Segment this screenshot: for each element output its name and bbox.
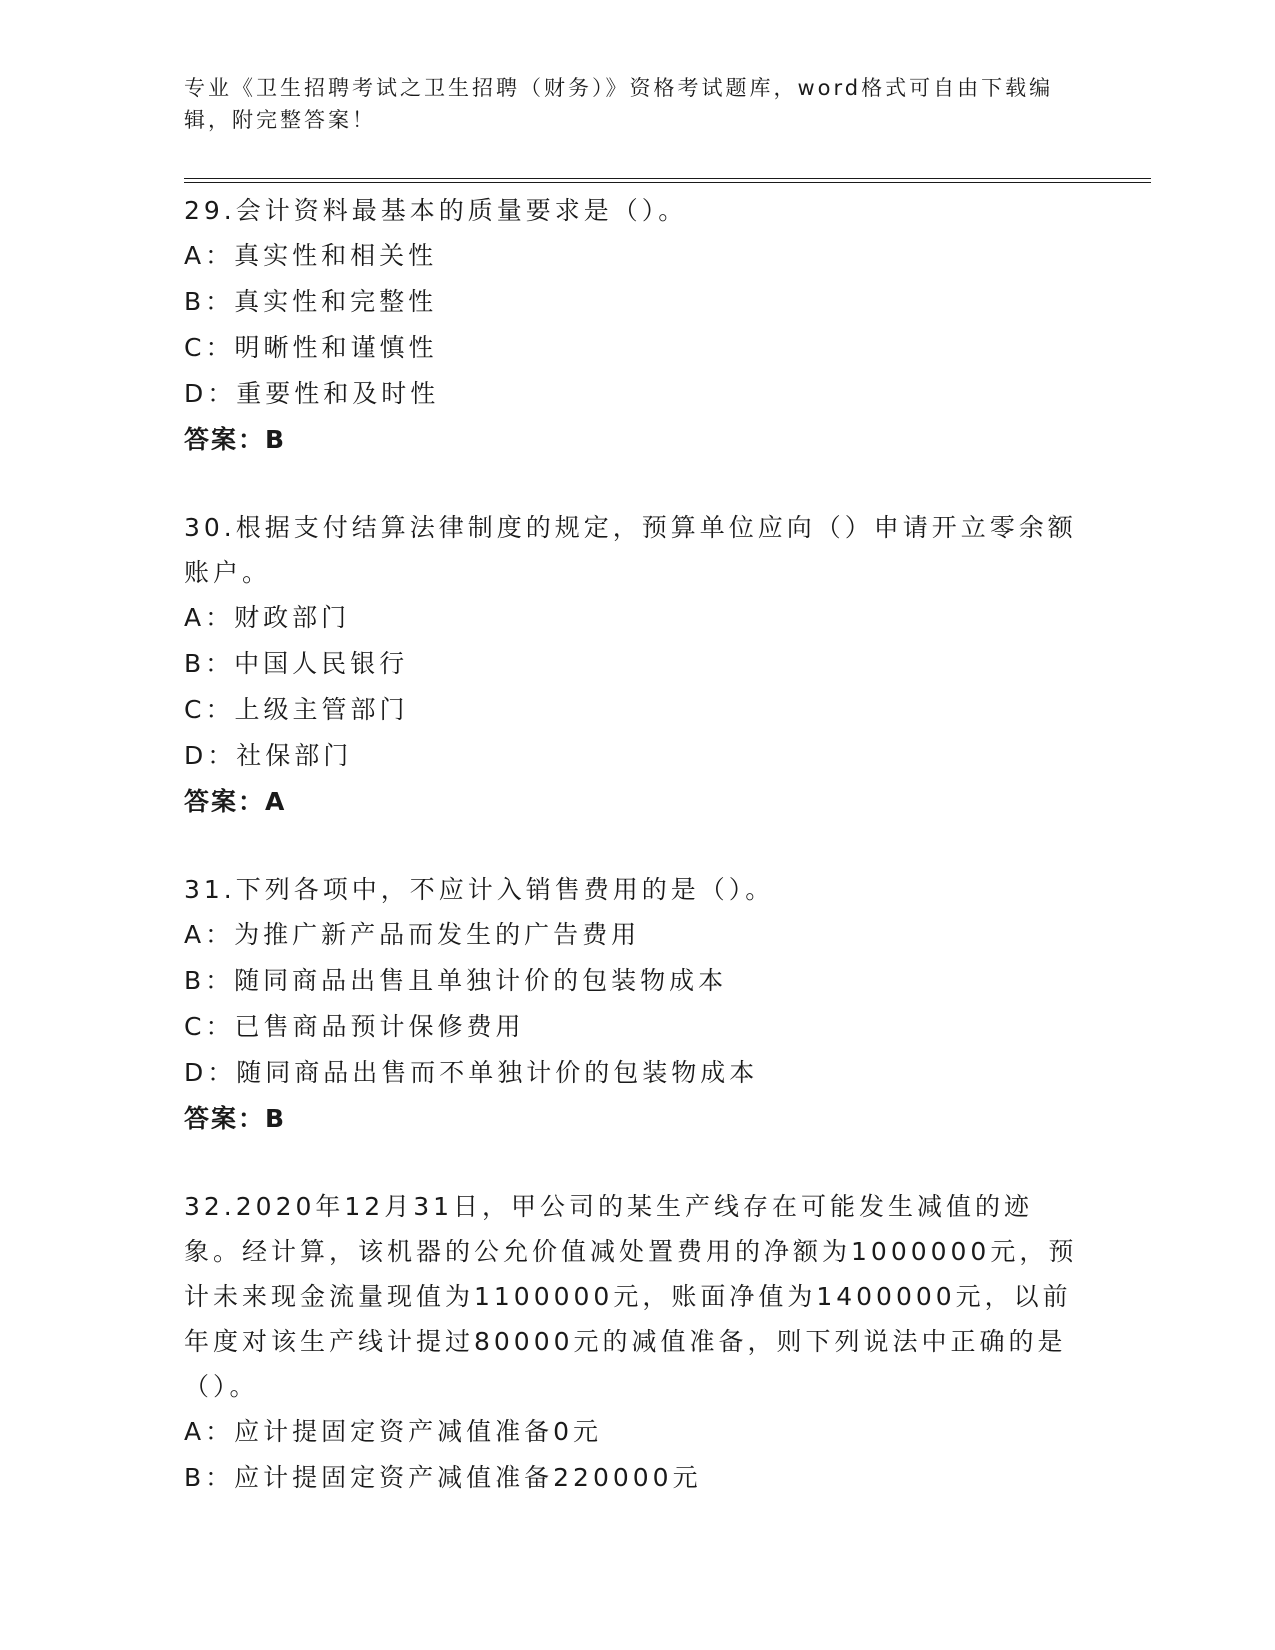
header-divider-top [184, 178, 1151, 179]
option-a: A：真实性和相关性 [184, 241, 438, 270]
option-c: C：已售商品预计保修费用 [184, 1012, 525, 1041]
option-b: B：真实性和完整性 [184, 287, 438, 316]
option-d: D：随同商品出售而不单独计价的包装物成本 [184, 1058, 759, 1087]
option-a: A：财政部门 [184, 603, 351, 632]
answer-text: 答案：B [184, 425, 287, 454]
question-list [184, 188, 1084, 1543]
question-text: 31.下列各项中，不应计入销售费用的是（）。 [184, 875, 775, 904]
option-d: D：重要性和及时性 [184, 379, 440, 408]
question-31 [184, 867, 1084, 1142]
option-b: B：中国人民银行 [184, 649, 409, 678]
header-divider-bottom [184, 182, 1151, 183]
option-a: A：应计提固定资产减值准备0元 [184, 1417, 603, 1446]
answer-text: 答案：B [184, 1104, 287, 1133]
question-30 [184, 505, 1084, 825]
option-b: B：随同商品出售且单独计价的包装物成本 [184, 966, 728, 995]
question-32 [184, 1184, 1084, 1501]
document-header: 专业《卫生招聘考试之卫生招聘（财务）》资格考试题库，word格式可自由下载编辑，附完整答案！ [184, 76, 1054, 132]
option-c: C：明晰性和谨慎性 [184, 333, 438, 362]
option-d: D：社保部门 [184, 741, 353, 770]
option-b: B：应计提固定资产减值准备220000元 [184, 1463, 702, 1492]
answer-text: 答案：A [184, 787, 287, 816]
option-a: A：为推广新产品而发生的广告费用 [184, 920, 641, 949]
question-text: 29.会计资料最基本的质量要求是（）。 [184, 196, 688, 225]
option-c: C：上级主管部门 [184, 695, 409, 724]
question-text: 30.根据支付结算法律制度的规定，预算单位应向（）申请开立零余额账户。 [184, 513, 1077, 587]
question-29 [184, 188, 1084, 463]
question-text: 32.2020年12月31日，甲公司的某生产线存在可能发生减值的迹象。经计算，该机器的公允价值减处置费用的净额为1000000元，预计未来现金流量现值为1100000元，账面净值为1400000元，以前年度对该生产线计提过80000元的减值准备，则下列说法中正确的是（）。 [184, 1192, 1078, 1401]
